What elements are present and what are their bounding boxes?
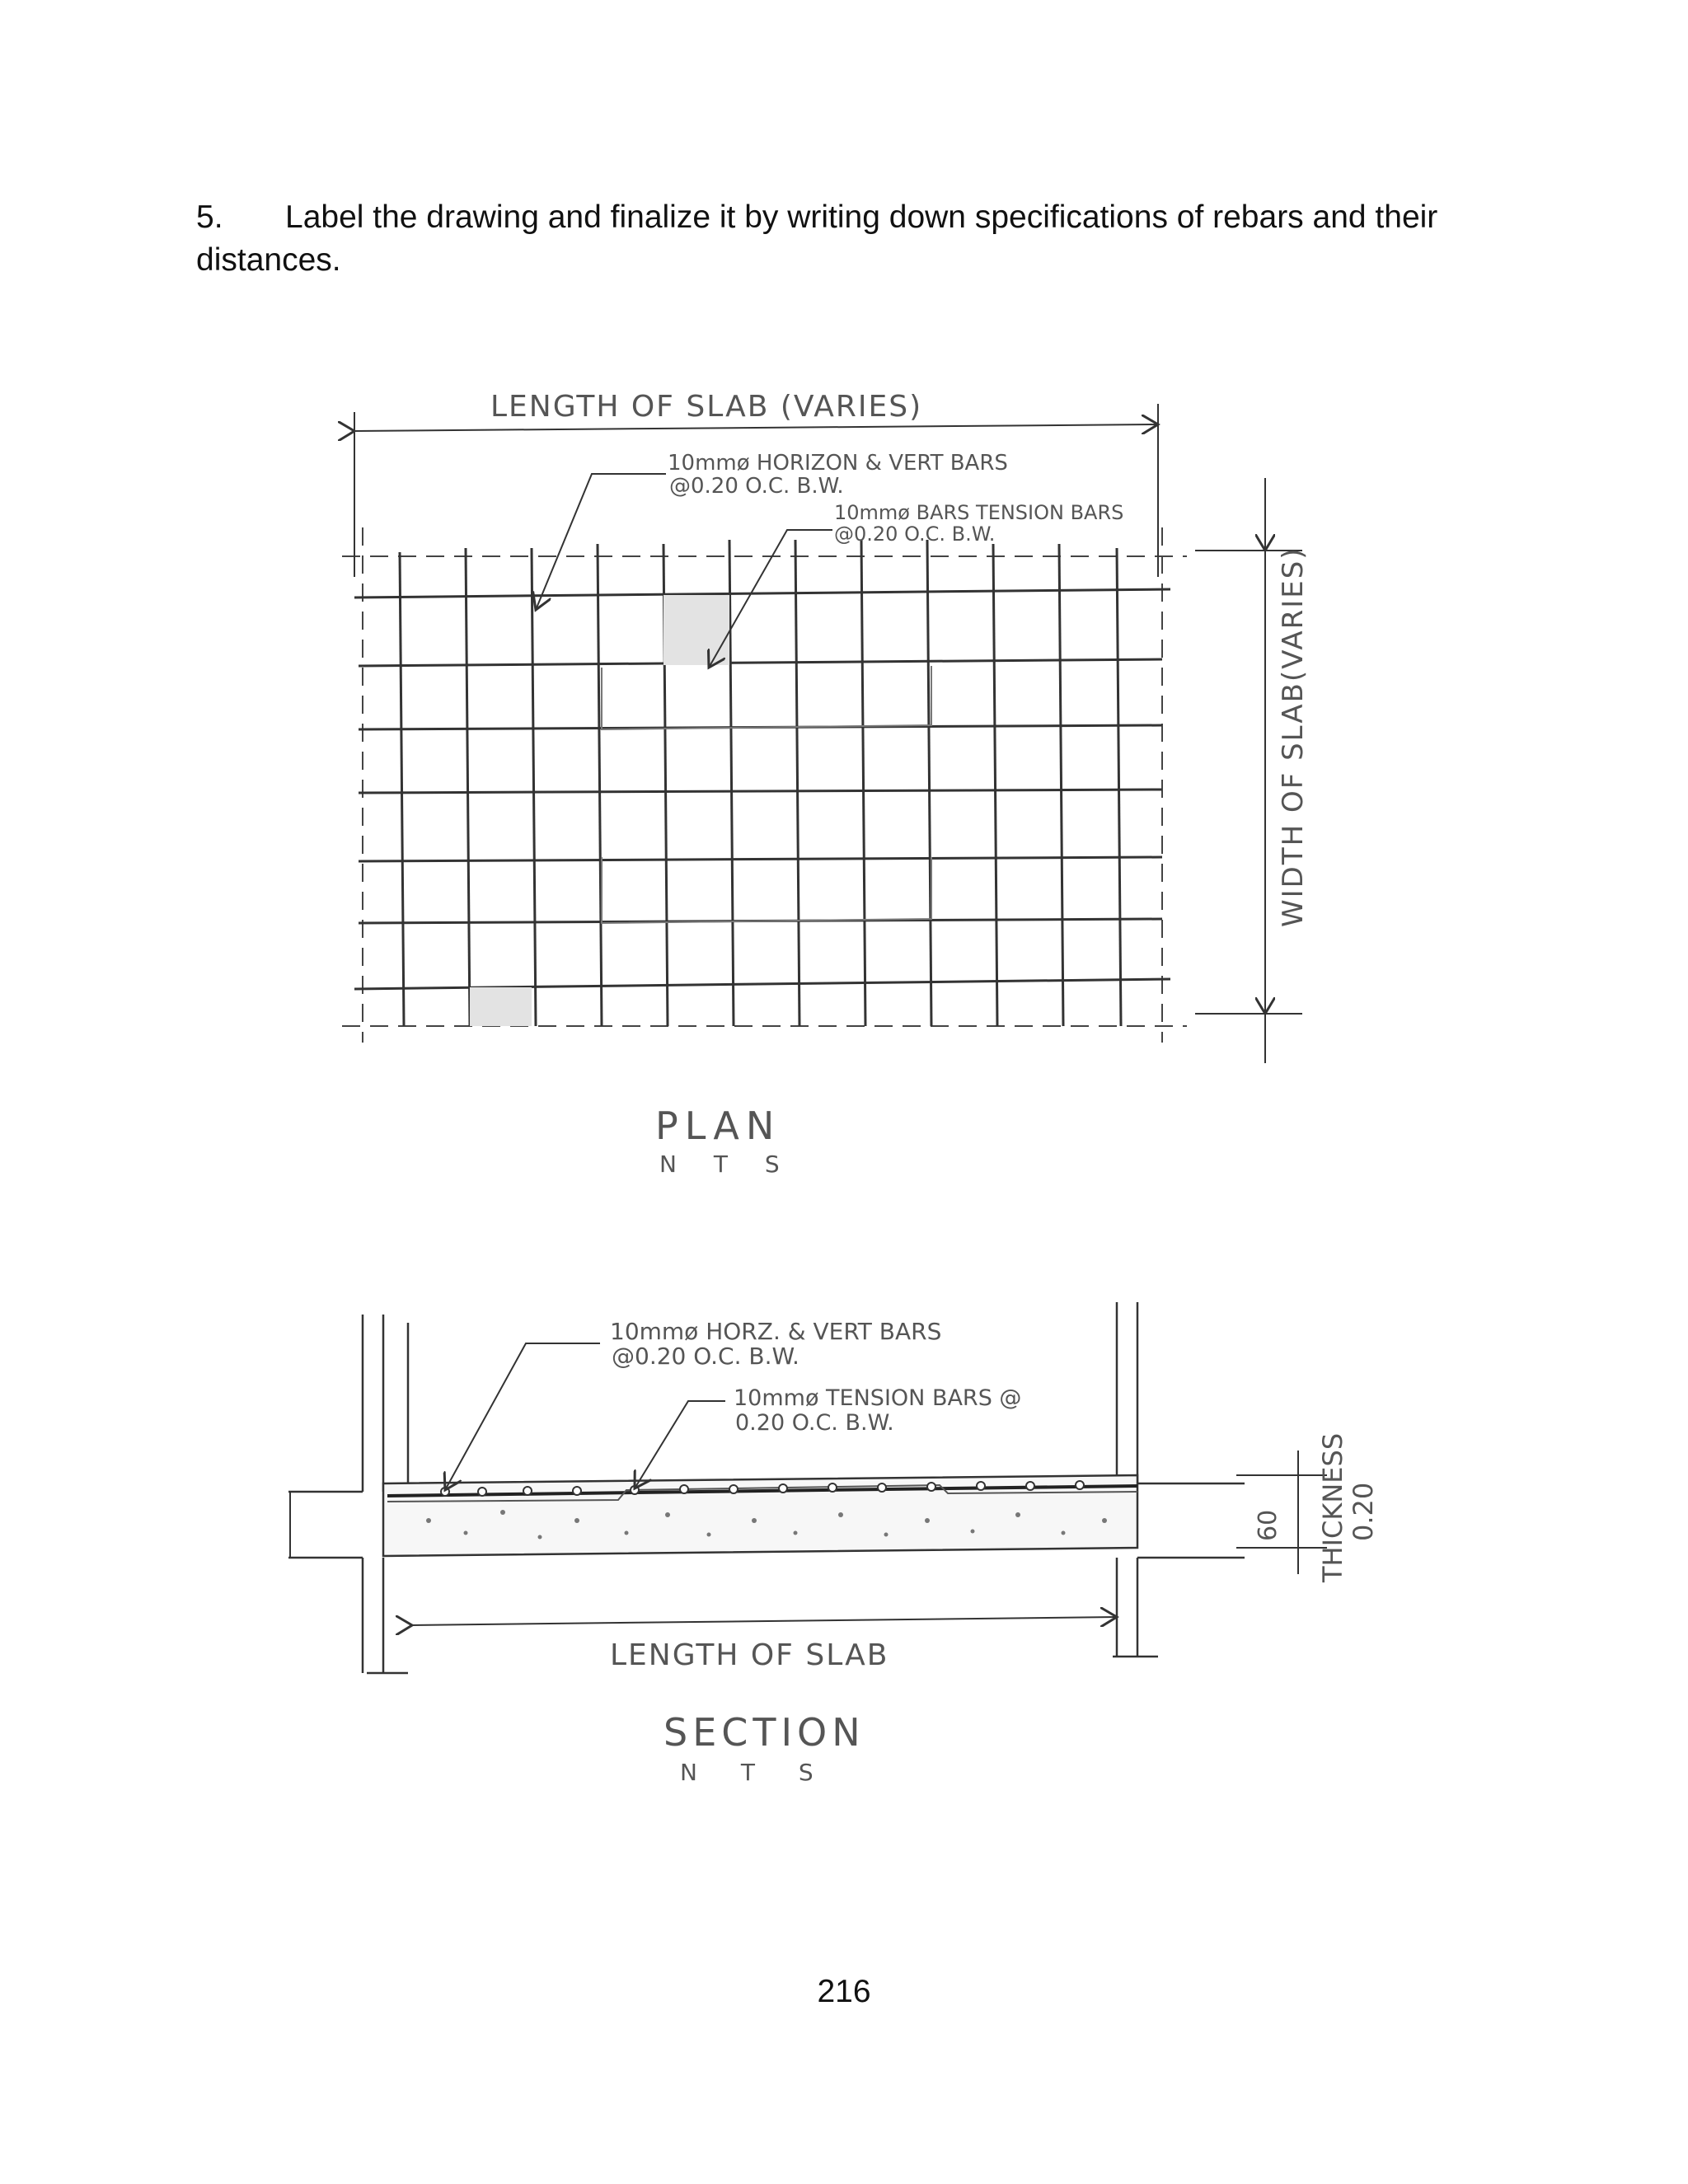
plan-shade-1 [663,595,729,665]
section-thickness-value: 0.20 [1348,1482,1379,1541]
plan-callout-1-line1: 10mmø HORIZON & VERT BARS [668,451,1008,476]
plan-callout-2-line2: @0.20 O.C. B.W. [834,523,996,546]
plan-shade-2 [470,987,532,1026]
section-length-dimension [412,1617,1117,1625]
instruction-number: 5. [196,199,223,235]
plan-callout-2-line1: 10mmø BARS TENSION BARS [834,501,1124,524]
plan-view [342,404,1302,1063]
section-view [288,1302,1327,1673]
section-length-label: LENGTH OF SLAB [610,1638,889,1672]
section-dim-label: 60 [1254,1509,1282,1541]
plan-title: PLAN [655,1104,781,1148]
plan-callout-1-line2: @0.20 O.C. B.W. [669,474,844,499]
section-scale: N T S [680,1759,832,1786]
section-leader-2 [635,1401,725,1488]
plan-vertical-bars [400,540,1121,1026]
section-callout-2-line1: 10mmø TENSION BARS @ [734,1385,1022,1411]
section-callout-2-line2: 0.20 O.C. B.W. [735,1410,894,1436]
plan-horizontal-bars [354,589,1170,989]
instruction-body: Label the drawing and finalize it by writing down specifications of rebars and their distances. [196,199,1438,278]
section-slab [383,1475,1137,1556]
section-callout-1-line1: 10mmø HORZ. & VERT BARS [610,1318,942,1345]
section-thickness-label: THICKNESS [1317,1432,1348,1582]
section-leader-1 [445,1343,600,1490]
plan-length-label: LENGTH OF SLAB (VARIES) [490,390,923,424]
plan-tension-bars [602,666,931,923]
section-callout-1-line2: @0.20 O.C. B.W. [612,1343,799,1370]
plan-scale: N T S [659,1151,795,1178]
page-number: 216 [817,1974,871,2009]
plan-leader-1 [536,474,666,610]
plan-width-label: WIDTH OF SLAB(VARIES) [1277,546,1310,927]
section-title: SECTION [663,1710,865,1755]
